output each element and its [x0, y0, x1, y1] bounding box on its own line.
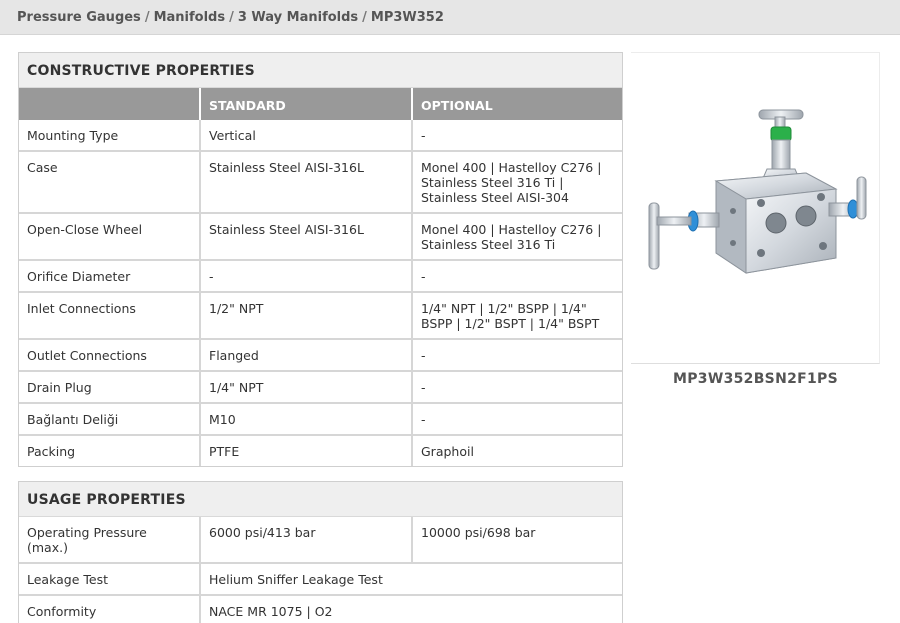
row-standard: 1/4" NPT: [200, 371, 412, 403]
row-label: Operating Pressure (max.): [27, 525, 147, 555]
table-row: [19, 151, 622, 213]
row-optional: Graphoil: [412, 435, 622, 466]
table-header-row: [19, 88, 622, 120]
row-label: Conformity: [19, 595, 200, 623]
product-image-card[interactable]: [631, 52, 880, 364]
row-optional: Monel 400 | Hastelloy C276 | Stainless Steel 316 Ti | Stainless Steel AISI-304: [412, 151, 622, 213]
row-label: Packing: [19, 435, 200, 466]
row-standard: Flanged: [200, 339, 412, 371]
constructive-properties-title: CONSTRUCTIVE PROPERTIES: [19, 53, 622, 88]
row-standard: Vertical: [200, 120, 412, 151]
row-standard: 6000 psi/413 bar: [200, 517, 412, 563]
row-label: Case: [19, 151, 200, 213]
constructive-properties-panel: [18, 52, 623, 467]
row-standard: PTFE: [200, 435, 412, 466]
table-row: [19, 595, 622, 623]
header-optional: OPTIONAL: [412, 88, 622, 120]
row-label: Orifice Diameter: [19, 260, 200, 292]
row-standard: M10: [200, 403, 412, 435]
product-model-code: MP3W352BSN2F1PS: [673, 371, 838, 387]
breadcrumb-separator: /: [144, 10, 150, 25]
row-standard: Stainless Steel AISI-316L: [200, 213, 412, 260]
breadcrumb-3-way-manifolds[interactable]: 3 Way Manifolds: [237, 10, 359, 25]
usage-properties-table: [19, 517, 622, 623]
manifold-valve-image: [631, 53, 880, 365]
row-optional: -: [412, 120, 622, 151]
breadcrumb: [0, 0, 900, 35]
table-row: [19, 213, 622, 260]
breadcrumb-manifolds[interactable]: Manifolds: [153, 10, 226, 25]
row-label: Inlet Connections: [19, 292, 200, 339]
row-label: Bağlantı Deliği: [19, 403, 200, 435]
table-row: [19, 292, 622, 339]
row-label: Mounting Type: [27, 128, 119, 143]
constructive-properties-table: [19, 88, 622, 466]
breadcrumb-separator: /: [362, 10, 367, 25]
row-optional: -: [412, 260, 622, 292]
table-row: [19, 517, 622, 563]
table-row: [19, 339, 622, 371]
row-standard: -: [200, 260, 412, 292]
breadcrumb-current: MP3W352: [370, 10, 444, 25]
row-optional: Monel 400 | Hastelloy C276 | Stainless Steel 316 Ti: [412, 213, 622, 260]
row-optional: -: [412, 339, 622, 371]
row-standard: Stainless Steel AISI-316L: [200, 151, 412, 213]
row-standard: 1/2" NPT: [200, 292, 412, 339]
row-optional: -: [412, 371, 622, 403]
row-label: Open-Close Wheel: [19, 213, 200, 260]
row-value: Helium Sniffer Leakage Test: [200, 563, 622, 595]
usage-properties-title: USAGE PROPERTIES: [19, 482, 622, 517]
row-label: Outlet Connections: [19, 339, 200, 371]
table-row: [19, 120, 622, 151]
row-value: NACE MR 1075 | O2: [200, 595, 622, 623]
row-label: Leakage Test: [19, 563, 200, 595]
table-row: [19, 403, 622, 435]
row-optional: 10000 psi/698 bar: [412, 517, 622, 563]
table-row: [19, 260, 622, 292]
header-property: [19, 88, 200, 120]
row-optional: -: [412, 403, 622, 435]
breadcrumb-separator: /: [229, 10, 234, 25]
row-optional: 1/4" NPT | 1/2" BSPP | 1/4" BSPP | 1/2" BSPT | 1/4" BSPT: [412, 292, 622, 339]
table-row: [19, 371, 622, 403]
header-standard: STANDARD: [200, 88, 412, 120]
breadcrumb-pressure-gauges[interactable]: Pressure Gauges: [17, 10, 141, 25]
row-label: Drain Plug: [19, 371, 200, 403]
table-row: [19, 563, 622, 595]
table-row: [19, 435, 622, 466]
usage-properties-panel: [18, 481, 623, 623]
